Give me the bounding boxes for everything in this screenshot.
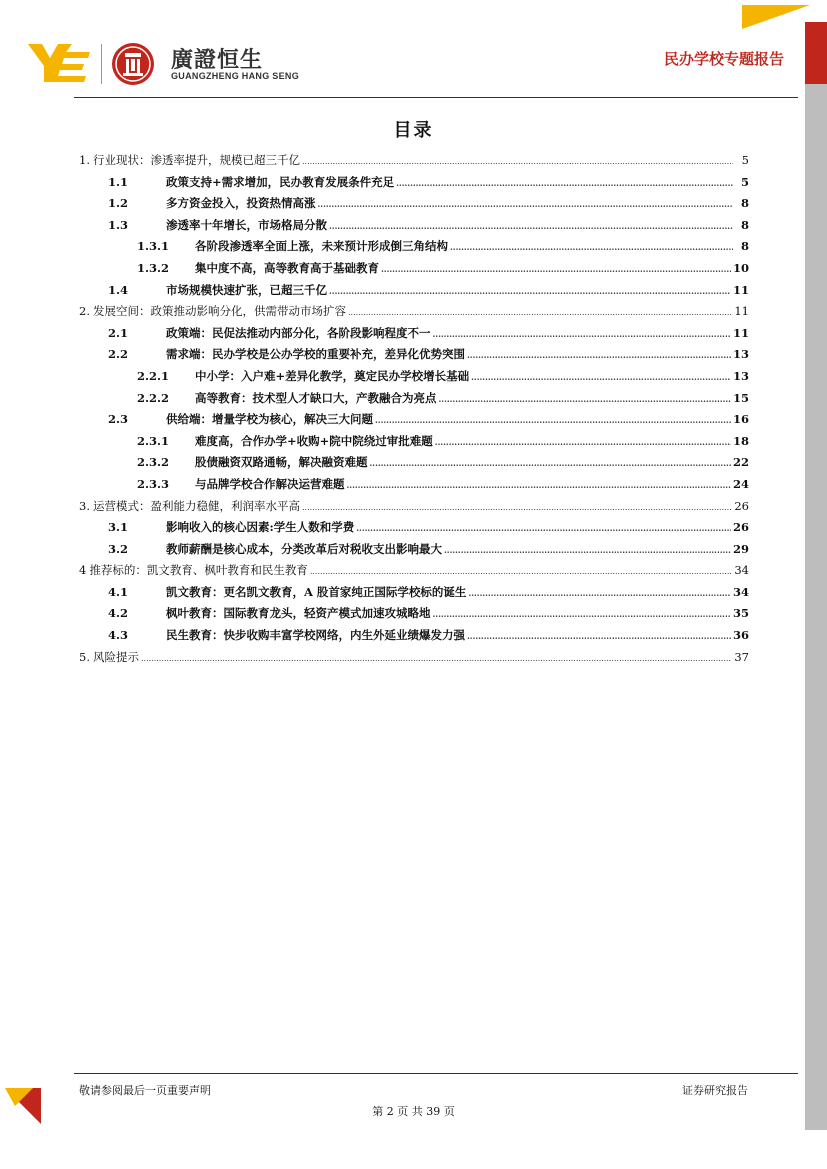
page-number: 第 2 页 共 39 页 (372, 1105, 455, 1118)
toc-leader-dots (348, 304, 732, 318)
toc-leader-dots (347, 477, 731, 491)
toc-leader-dots (310, 563, 733, 577)
toc-leader-dots (302, 499, 732, 513)
brand-name-en: GUANGZHENG HANG SENG (171, 71, 300, 81)
toc-title: 目录 (393, 120, 434, 141)
toc-leader-dots (318, 196, 734, 210)
toc-entry[interactable] (79, 303, 749, 325)
toc-entry-number: 1.4 (108, 282, 129, 297)
toc-entry-page: 24 (732, 476, 749, 491)
toc-entry-number: 1.2 (108, 196, 129, 211)
toc-entry[interactable] (79, 195, 749, 217)
toc-entry[interactable] (79, 584, 749, 606)
toc-entry[interactable] (79, 605, 749, 627)
toc-leader-dots (356, 520, 731, 534)
toc-entry-number: 2.2 (108, 347, 129, 362)
toc-entry-text: 各阶段渗透率全面上涨，未来预计形成倒三角结构 (195, 239, 448, 254)
toc-entry-page: 29 (732, 541, 749, 556)
report-type-label: 民办学校专题报告 (663, 50, 784, 68)
toc-entry-page: 11 (734, 304, 749, 319)
side-bar-gray (805, 84, 827, 1130)
toc-entry-text: 市场规模快速扩张，已超三千亿 (166, 282, 327, 297)
footer-divider (74, 1073, 798, 1074)
toc-entry-number: 2.1 (108, 325, 129, 340)
toc-entry[interactable] (79, 541, 749, 563)
toc-entry[interactable] (79, 519, 749, 541)
table-of-contents (79, 152, 749, 670)
toc-entry-text: 需求端：民办学校是公办学校的重要补充，差异化优势突围 (166, 347, 465, 362)
toc-entry-page: 26 (732, 520, 749, 535)
toc-entry-number: 1. (79, 153, 90, 167)
toc-entry[interactable] (79, 390, 749, 412)
toc-entry[interactable] (79, 562, 749, 584)
toc-entry-number: 2.3 (108, 412, 129, 427)
toc-entry-page: 8 (740, 196, 749, 211)
toc-entry-text: 高等教育：技术型人才缺口大，产教融合为亮点 (195, 390, 437, 405)
side-bar-red (805, 22, 827, 84)
toc-entry-page: 18 (732, 433, 749, 448)
toc-leader-dots (471, 369, 731, 383)
toc-entry-number: 2.2.1 (137, 368, 170, 383)
toc-entry-number: 3. (79, 498, 90, 513)
toc-leader-dots (381, 261, 731, 275)
toc-entry-page: 34 (732, 584, 749, 599)
corner-accent (742, 5, 810, 29)
toc-entry-page: 5 (741, 153, 749, 167)
toc-entry[interactable] (79, 325, 749, 347)
toc-leader-dots (435, 434, 731, 448)
toc-entry-text: 多方资金投入，投资热情高涨 (166, 196, 316, 211)
toc-leader-dots (375, 412, 731, 426)
toc-entry-page: 15 (732, 390, 749, 405)
toc-leader-dots (370, 455, 731, 469)
toc-entry[interactable] (79, 368, 749, 390)
toc-entry-page: 11 (732, 325, 749, 340)
footer-report-label: 证券研究报告 (682, 1084, 748, 1097)
toc-entry-number: 3.2 (108, 541, 129, 556)
toc-entry[interactable] (79, 152, 749, 174)
toc-entry-text: 民生教育：快步收购丰富学校网络，内生外延业绩爆发力强 (166, 628, 465, 643)
footer-disclaimer: 敬请参阅最后一页重要声明 (79, 1084, 211, 1097)
toc-leader-dots (433, 606, 731, 620)
toc-entry-number: 1.3 (108, 217, 129, 232)
toc-leader-dots (467, 347, 731, 361)
toc-leader-dots (468, 585, 731, 599)
toc-leader-dots (450, 239, 733, 253)
seal-logo-icon (111, 42, 155, 86)
toc-leader-dots (467, 628, 731, 642)
toc-leader-dots (439, 391, 731, 405)
header-divider (74, 97, 798, 98)
toc-entry-text: 股债融资双路通畅，解决融资难题 (195, 455, 368, 470)
toc-entry-number: 3.1 (108, 520, 129, 535)
toc-entry-page: 22 (732, 455, 749, 470)
toc-entry-page: 8 (740, 217, 749, 232)
toc-entry-page: 16 (732, 412, 749, 427)
toc-entry-text: 风险提示 (92, 649, 139, 664)
toc-entry-text: 发展空间：政策推动影响分化，供需带动市场扩容 (92, 304, 346, 319)
toc-entry-page: 13 (732, 347, 749, 362)
toc-entry-number: 2. (79, 304, 90, 319)
toc-entry[interactable] (79, 217, 749, 239)
toc-leader-dots (444, 542, 731, 556)
toc-entry[interactable] (79, 411, 749, 433)
toc-entry-number: 4.1 (108, 584, 129, 599)
toc-entry[interactable] (79, 498, 749, 520)
toc-entry-number: 4.2 (108, 606, 129, 621)
toc-entry-text: 影响收入的核心因素:学生人数和学费 (166, 520, 355, 535)
toc-entry-page: 5 (740, 174, 749, 189)
toc-entry-number: 4.3 (108, 628, 129, 643)
toc-entry-number: 2.3.3 (137, 476, 170, 491)
toc-leader-dots (433, 326, 731, 340)
toc-leader-dots (396, 175, 733, 189)
logo-separator (101, 44, 102, 84)
toc-entry[interactable] (79, 627, 749, 649)
toc-entry-page: 35 (732, 606, 749, 621)
toc-entry[interactable] (79, 174, 749, 196)
toc-entry-text: 与品牌学校合作解决运营难题 (195, 476, 345, 491)
toc-entry[interactable] (79, 476, 749, 498)
toc-entry-page: 26 (734, 498, 749, 513)
toc-entry[interactable] (79, 346, 749, 368)
toc-entry-page: 34 (734, 563, 749, 578)
toc-leader-dots (329, 218, 733, 232)
toc-entry-page: 37 (734, 649, 749, 664)
toc-entry-text: 政策端：民促法推动内部分化，各阶段影响程度不一 (166, 325, 431, 340)
toc-entry-number: 5. (79, 649, 90, 664)
toc-entry-text: 政策支持+需求增加，民办教育发展条件充足 (166, 174, 395, 189)
toc-entry-page: 8 (740, 239, 749, 254)
toc-entry-number: 1.3.1 (137, 239, 170, 254)
toc-entry-text: 运营模式：盈利能力稳健，利润率水平高 (92, 498, 300, 513)
toc-entry-page: 10 (732, 260, 749, 275)
toc-entry-text: 难度高，合作办学+收购+院中院绕过审批难题 (195, 433, 433, 448)
ye-logo-icon (28, 44, 90, 82)
toc-entry[interactable] (79, 282, 749, 304)
toc-entry-text: 供给端：增量学校为核心，解决三大问题 (166, 412, 373, 427)
toc-entry-text: 集中度不高，高等教育高于基础教育 (195, 260, 379, 275)
toc-leader-dots (302, 153, 733, 167)
brand-name-cn: 廣證恒生 (171, 48, 264, 73)
toc-leader-dots (329, 283, 731, 297)
toc-entry-text: 行业现状：渗透率提升，规模已超三千亿 (92, 153, 300, 167)
toc-entry-text: 枫叶教育：国际教育龙头，轻资产模式加速攻城略地 (166, 606, 431, 621)
toc-entry-number: 1.1 (108, 174, 129, 189)
toc-entry-number: 2.2.2 (137, 390, 170, 405)
toc-entry-text: 推荐标的：凯文教育、枫叶教育和民生教育 (89, 563, 308, 578)
toc-entry-number: 2.3.1 (137, 433, 170, 448)
toc-entry[interactable] (79, 454, 749, 476)
toc-entry-number: 2.3.2 (137, 455, 170, 470)
toc-entry-number: 4 (79, 563, 87, 578)
toc-entry-page: 36 (732, 628, 749, 643)
toc-entry[interactable] (79, 260, 749, 282)
toc-entry-number: 1.3.2 (137, 260, 170, 275)
toc-entry-text: 渗透率十年增长，市场格局分散 (166, 217, 327, 232)
toc-entry[interactable] (79, 433, 749, 455)
toc-entry-page: 13 (732, 368, 749, 383)
toc-entry-text: 中小学：入户难+差异化教学，奠定民办学校增长基础 (195, 368, 470, 383)
toc-entry[interactable] (79, 238, 749, 260)
toc-entry-text: 教师薪酬是核心成本，分类改革后对税收支出影响最大 (166, 541, 442, 556)
toc-entry[interactable] (79, 649, 749, 671)
toc-entry-text: 凯文教育：更名凯文教育，A 股首家纯正国际学校标的诞生 (166, 584, 467, 599)
toc-entry-page: 11 (732, 282, 749, 297)
toc-leader-dots (141, 650, 732, 664)
